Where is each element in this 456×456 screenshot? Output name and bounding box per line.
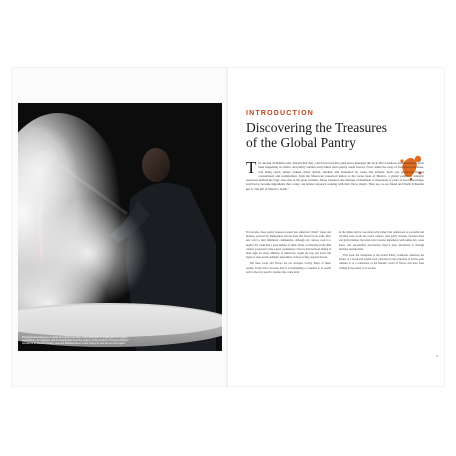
body-paragraph: But these foods and flavors are not strangers locally, many of them, usually. Partly this is because they're overwhelming or assumed to be useful only in the very specific cuisines they come from. (246, 262, 331, 274)
body-columns (246, 231, 424, 277)
photo-caption: Pomegranate molasses is made the traditional way—slow reduction of bright juice to syrup—generations. Its religious role is inseparable from the origins of the product. The most intense version is in Eastern Turkey, near the Mediterranean coast. Enjoy its use across the region. (22, 336, 129, 345)
body-paragraph: in the dishes they're associated with rather than understood as powerful and versatile tools worth the cook's toolbox. And partly because, between mass and global market, the labels have become ingredients with names few cooks know, and uncountable descriptions they've been introduced to through shelving and meal kits. (339, 231, 424, 251)
left-page (12, 68, 228, 386)
steaming-cauldron-photo (18, 103, 222, 351)
body-column-1 (246, 231, 331, 277)
book-spread (12, 68, 444, 386)
intro-lead-paragraph (246, 158, 424, 191)
drop-cap: T (246, 158, 257, 177)
right-page (228, 68, 444, 386)
lead-text: he ancient alchemists who fancied that they could turn lead into gold never managed the trick. But wondrous transformations have been happening in cellars, and pantry touches everywhere since pantry touch forever. Food, under the sway of biological processes, was being cured, salted, soaked, dried, spiced, smoked, and fermented by cooks and artisans. Such was preserved, flavors concentrated and transformed, from the Moroccan preserved lemon to the cacao bean of Mexico, a global pantry of fantastic resources marked the long, slow rise of the great cuisines. These treasures, the heritage of hundreds or thousands of years of food knowledge, survived to become ingredients that, today, can bolster anyone's cooking with their flavor magic. They are, as our friend and North Schneider put it, "the gift of time in a bottle." (246, 161, 424, 191)
page-number: 5 (436, 354, 438, 358)
body-column-2 (339, 231, 424, 277)
section-label: INTRODUCTION (246, 110, 315, 117)
body-paragraph: For decades, these pantry treasures poured into American "ethnic" shops and markets, powered by immigration and the trade that flowed in its wake. How new wild to their immigrant communities, although any curious cook in a market city could find a good number of them. These, accelerating in the 20th century progressed came a great awakening to flavors that had been hiding in plain sight all along. Millions of Americans caught the bug and travel and began to seek out the authentic ingredients of the food they enjoyed abroad. (246, 231, 331, 260)
page-title: Discovering the Treasures of the Global Pantry (246, 120, 387, 150)
body-paragraph: This book, the companion to the Global Pantry Cookbook, embraces the beauty of a broad and playful food collection in the collection of all the great cuisines. It is a celebration of the fantastic world of flavors that have been waiting in the pantry to be set free. (339, 254, 424, 270)
